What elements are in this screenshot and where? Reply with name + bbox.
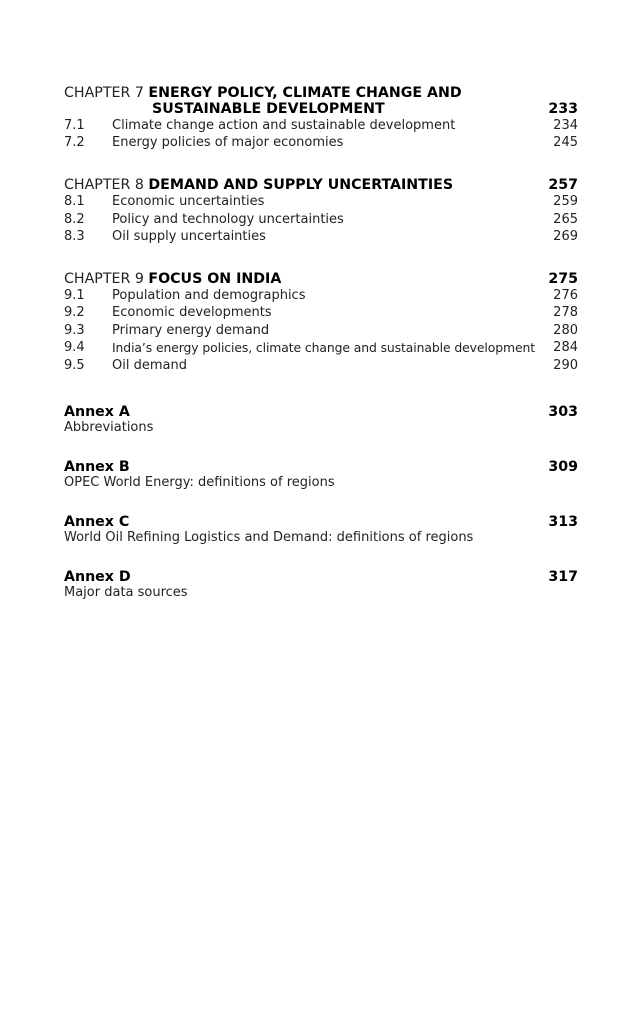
section-title: Economic uncertainties bbox=[112, 194, 265, 210]
section-title: Oil demand bbox=[112, 357, 187, 373]
section-9-2 bbox=[64, 304, 578, 321]
section-title: Oil supply uncertainties bbox=[112, 229, 266, 245]
section-title: Population and demographics bbox=[112, 288, 306, 304]
section-9-1 bbox=[64, 287, 578, 304]
annex-c-subtitle: World Oil Refining Logistics and Demand: definitions of regions bbox=[64, 530, 474, 546]
section-8-3 bbox=[64, 228, 578, 245]
section-page: 284 bbox=[553, 340, 578, 356]
chapter-7-page: 233 bbox=[548, 100, 578, 117]
section-title: Economic developments bbox=[112, 305, 272, 321]
section-number: 9.3 bbox=[64, 322, 85, 338]
chapter-8-heading bbox=[64, 178, 578, 194]
annex-d bbox=[64, 569, 578, 601]
section-page: 269 bbox=[553, 229, 578, 245]
section-page: 276 bbox=[553, 288, 578, 304]
chapter-9-title: FOCUS ON INDIA bbox=[148, 270, 282, 287]
chapter-9 bbox=[64, 272, 578, 375]
section-number: 8.2 bbox=[64, 211, 85, 227]
section-7-1 bbox=[64, 117, 578, 134]
annex-b-title: Annex B bbox=[64, 459, 130, 476]
section-page: 259 bbox=[553, 194, 578, 210]
annex-c-title: Annex C bbox=[64, 514, 130, 531]
section-page: 265 bbox=[553, 211, 578, 227]
annex-a-subtitle: Abbreviations bbox=[64, 420, 154, 436]
section-title: Primary energy demand bbox=[112, 322, 270, 338]
section-title: Policy and technology uncertainties bbox=[112, 211, 344, 227]
chapter-7 bbox=[64, 86, 578, 152]
section-page: 245 bbox=[553, 135, 578, 151]
section-number: 8.3 bbox=[64, 229, 85, 245]
section-7-2 bbox=[64, 134, 578, 151]
chapter-7-title-line2: SUSTAINABLE DEVELOPMENT bbox=[152, 100, 385, 117]
chapter-9-prefix: CHAPTER 9 bbox=[64, 270, 144, 287]
chapter-8-prefix: CHAPTER 8 bbox=[64, 176, 144, 193]
section-number: 7.1 bbox=[64, 118, 85, 133]
section-page: 290 bbox=[553, 357, 578, 373]
section-number: 8.1 bbox=[64, 194, 85, 210]
section-8-2 bbox=[64, 211, 578, 228]
section-number: 9.2 bbox=[64, 305, 85, 321]
section-8-1 bbox=[64, 193, 578, 210]
chapter-9-heading bbox=[64, 272, 578, 288]
section-page: 278 bbox=[553, 305, 578, 321]
chapter-7-heading bbox=[64, 86, 578, 117]
table-of-contents bbox=[64, 86, 578, 624]
chapter-9-page: 275 bbox=[548, 270, 578, 287]
annex-d-page: 317 bbox=[548, 569, 578, 586]
section-number: 7.2 bbox=[64, 135, 85, 151]
section-page: 280 bbox=[553, 322, 578, 338]
annex-b-page: 309 bbox=[548, 459, 578, 476]
annex-d-subtitle: Major data sources bbox=[64, 585, 188, 601]
section-9-5 bbox=[64, 357, 578, 374]
chapter-8 bbox=[64, 178, 578, 246]
chapter-8-page: 257 bbox=[548, 176, 578, 193]
annex-c bbox=[64, 514, 578, 546]
annex-d-title: Annex D bbox=[64, 569, 131, 586]
section-title: Climate change action and sustainable development bbox=[112, 118, 456, 133]
section-title: India’s energy policies, climate change and sustainable development bbox=[112, 340, 535, 356]
chapter-7-prefix: CHAPTER 7 bbox=[64, 85, 144, 101]
annex-b-subtitle: OPEC World Energy: definitions of regions bbox=[64, 475, 335, 491]
section-number: 9.5 bbox=[64, 357, 85, 373]
section-number: 9.1 bbox=[64, 288, 85, 304]
section-9-4 bbox=[64, 339, 578, 356]
section-9-3 bbox=[64, 322, 578, 339]
annex-a-page: 303 bbox=[548, 404, 578, 421]
section-number: 9.4 bbox=[64, 340, 85, 356]
section-title: Energy policies of major economies bbox=[112, 135, 344, 151]
annex-a bbox=[64, 404, 578, 436]
section-page: 234 bbox=[553, 118, 578, 133]
chapter-8-title: DEMAND AND SUPPLY UNCERTAINTIES bbox=[148, 176, 454, 193]
chapter-7-title-line1: ENERGY POLICY, CLIMATE CHANGE AND bbox=[148, 85, 462, 101]
annex-a-title: Annex A bbox=[64, 404, 130, 421]
annex-b bbox=[64, 459, 578, 491]
annex-c-page: 313 bbox=[548, 514, 578, 531]
